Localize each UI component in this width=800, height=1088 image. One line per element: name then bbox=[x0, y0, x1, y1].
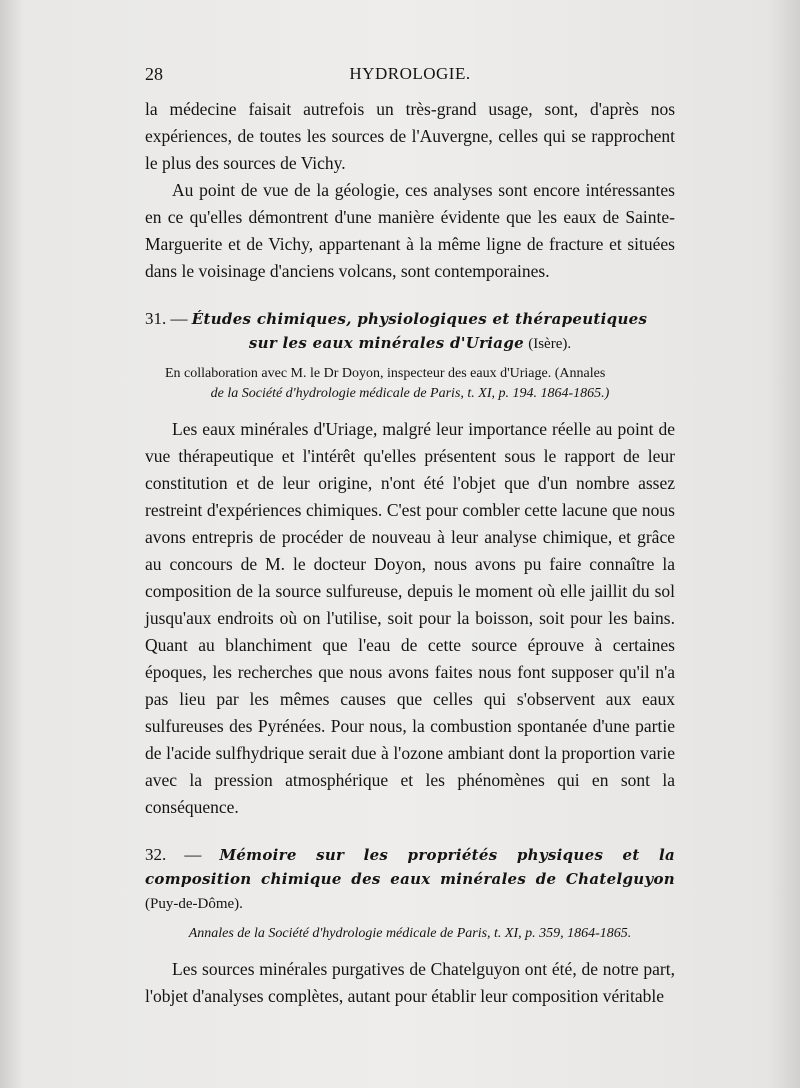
page-body bbox=[145, 96, 675, 1010]
section-32-place: (Puy-de-Dôme). bbox=[145, 896, 243, 912]
intro-paragraph-1: la médecine faisait autrefois un très-grand usage, sont, d'après nos expériences, de toutes les sources de l'Auvergne, celles qui se rapprochent le plus des sources de Vichy. bbox=[145, 99, 675, 173]
intro-paragraph-2: Au point de vue de la géologie, ces analyses sont encore intéressantes en ce qu'elles démontrent d'une manière évidente que les eaux de Sainte-Marguerite et de Vichy, appartenant à la même ligne de fracture et situées dans le voisinage d'anciens volcans, sont contemporaines. bbox=[145, 180, 675, 281]
section-31-reference-line2: de la Société d'hydrologie médicale de Paris, t. XI, p. 194. 1864-1865.) bbox=[210, 386, 610, 401]
section-32-heading bbox=[145, 843, 675, 916]
section-32-title: Mémoire sur les propriétés physiques et la composition chimique des eaux minérales de Chatelguyon bbox=[145, 846, 675, 888]
page-header bbox=[145, 64, 675, 88]
section-31-number: 31. — bbox=[145, 309, 188, 328]
section-32-reference: Annales de la Société d'hydrologie médicale de Paris, t. XI, p. 359, 1864-1865. bbox=[188, 926, 632, 941]
section-31-heading bbox=[145, 307, 675, 356]
section-31-reference-line1: En collaboration avec M. le Dr Doyon, inspecteur des eaux d'Uriage. (Annales bbox=[165, 366, 606, 381]
running-title: HYDROLOGIE. bbox=[349, 64, 471, 83]
section-32-number: 32. — bbox=[145, 845, 202, 864]
section-31-title-line1: Études chimiques, physiologiques et thérapeutiques bbox=[191, 310, 648, 328]
section-31-title-line2: sur les eaux minérales d'Uriage bbox=[248, 334, 524, 352]
section-31-body: Les eaux minérales d'Uriage, malgré leur importance réelle au point de vue thérapeutique et l'intérêt qu'elles présentent sous le rapport de leur constitution et de leur origine, n'ont été l'objet que d'un nombre assez restreint d'expériences chimiques. C'est pour combler cette lacune que nous avons entrepris de procéder de nouveau à leur analyse chimique, et grâce au concours de M. le docteur Doyon, nous avons pu faire connaître la composition de la source sulfureuse, depuis le moment où elle jaillit du sol jusqu'aux endroits où on l'utilise, soit pour la boisson, soit pour les bains. Quant au blanchiment que l'eau de cette source éprouve à certaines époques, les recherches que nous avons faites nous font supposer qu'il n'a pas lieu par les mêmes causes que celles qui s'observent aux eaux sulfureuses des Pyrénées. Pour nous, la combustion spontanée d'une partie de l'acide sulfhydrique serait due à l'ozone ambiant dont la proportion varie avec la pression atmosphérique et les phénomènes qui en sont la conséquence. bbox=[145, 419, 675, 817]
page-number: 28 bbox=[145, 64, 163, 84]
section-32-body: Les sources minérales purgatives de Chatelguyon ont été, de notre part, l'objet d'analyses complètes, autant pour établir leur composition véritable bbox=[145, 959, 675, 1006]
section-31-place: (Isère). bbox=[528, 336, 572, 352]
